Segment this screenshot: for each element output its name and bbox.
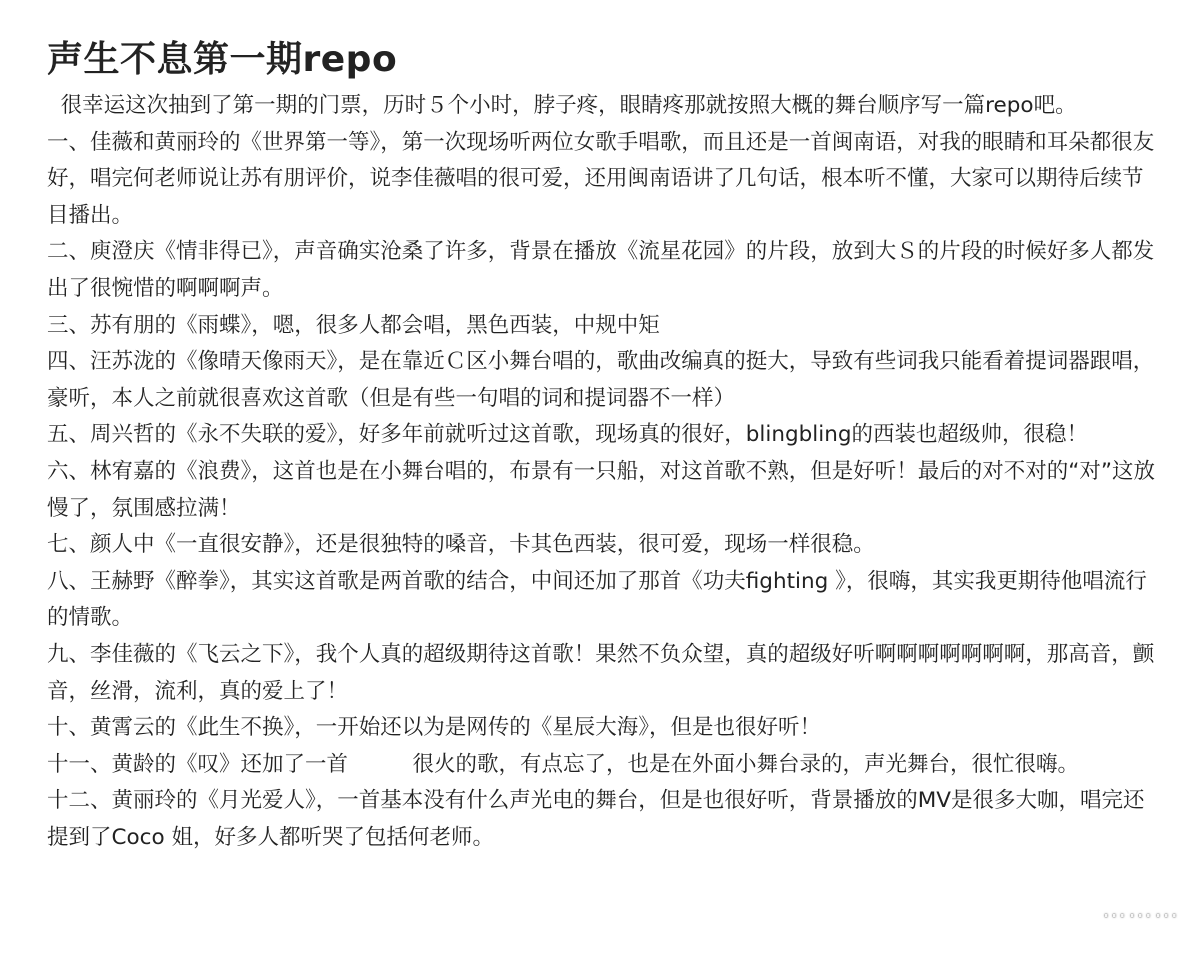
paragraph-item-6: 六、林宥嘉的《浪费》，这首也是在小舞台唱的，布景有一只船，对这首歌不熟，但是好听！最后的对不对的“对”这放慢了，氛围感拉满！ bbox=[47, 458, 1156, 521]
paragraph-item-10: 十、黄霄云的《此生不换》，一开始还以为是网传的《星辰大海》，但是也很好听！ bbox=[47, 715, 822, 741]
paragraph-item-8: 八、王赫野《醉拳》，其实这首歌是两首歌的结合，中间还加了那首《功夫fighting 》，很嗨，其实我更期待他唱流行的情歌。 bbox=[47, 568, 1147, 631]
document-body bbox=[47, 34, 1157, 856]
paragraph-item-11: 十一、黄龄的《叹》还加了一首 很火的歌，有点忘了，也是在外面小舞台录的，声光舞台，很忙很嗨。 bbox=[47, 751, 1080, 777]
paragraph-item-12: 十二、黄丽玲的《月光爱人》，一首基本没有什么声光电的舞台，但是也很好听，背景播放的MV是很多大咖，唱完还提到了Coco 姐，好多人都听哭了包括何老师。 bbox=[47, 788, 1145, 850]
paragraph-item-3: 三、苏有朋的《雨蝶》，嗯，很多人都会唱，黑色西装，中规中矩 bbox=[47, 312, 660, 338]
paragraph-item-7: 七、颜人中《一直很安静》，还是很独特的嗓音，卡其色西装，很可爱，现场一样很稳。 bbox=[47, 532, 875, 558]
paragraph-item-4: 四、汪苏泷的《像晴天像雨天》，是在靠近Ｃ区小舞台唱的，歌曲改编真的挺大，导致有些词我只能看着提词器跟唱，豪听，本人之前就很喜欢这首歌（但是有些一句唱的词和提词器不一样） bbox=[47, 349, 1155, 411]
paragraph-item-5: 五、周兴哲的《永不失联的爱》，好多年前就听过这首歌，现场真的很好，blingbling的西装也超级帅，很稳！ bbox=[47, 422, 1088, 448]
more-ellipsis-indicator: ⋯⋯⋯ bbox=[1102, 901, 1180, 929]
paragraph-item-9: 九、李佳薇的《飞云之下》，我个人真的超级期待这首歌！果然不负众望，真的超级好听啊啊啊啊啊啊啊，那高音，颤音，丝滑，流利，真的爱上了！ bbox=[47, 641, 1155, 704]
paragraph-item-1: 一、佳薇和黄丽玲的《世界第一等》，第一次现场听两位女歌手唱歌，而且还是一首闽南语，对我的眼睛和耳朵都很友好，唱完何老师说让苏有朋评价，说李佳薇唱的很可爱，还用闽南语讲了几句话，根本听不懂，大家可以期待后续节目播出。 bbox=[47, 129, 1155, 228]
paragraph-item-2: 二、庾澄庆《情非得已》，声音确实沧桑了许多，背景在播放《流星花园》的片段，放到大Ｓ的片段的时候好多人都发出了很惋惜的啊啊啊声。 bbox=[47, 239, 1155, 301]
page-title: 声生不息第一期repo bbox=[47, 39, 398, 80]
paragraph-intro: 很幸运这次抽到了第一期的门票，历时５个小时，脖子疼，眼睛疼那就按照大概的舞台顺序写一篇repo吧。 bbox=[47, 93, 1077, 118]
